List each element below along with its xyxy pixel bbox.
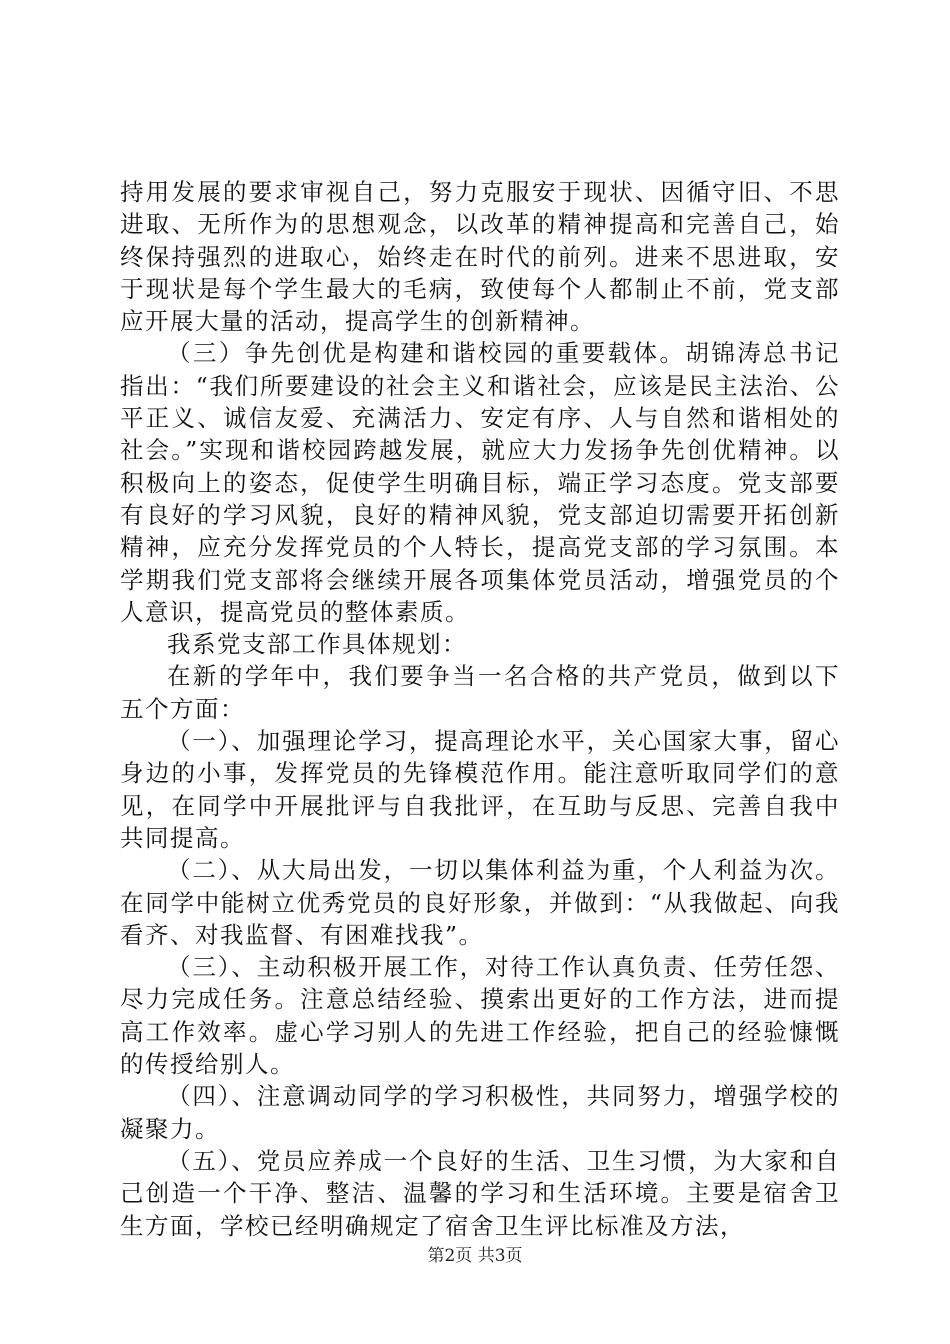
paragraph-item-three: （三）、主动积极开展工作，对待工作认真负责、任劳任怨、尽力完成任务。注意总结经验、摸索出更好的工作方法，进而提高工作效率。虚心学习别人的先进工作经验，把自己的经验慷慨的传授给别人。 xyxy=(120,953,840,1079)
paragraph-plan-heading: 我系党支部工作具体规划： xyxy=(167,630,467,659)
paragraph-section-three: （三）争先创优是构建和谐校园的重要载体。胡锦涛总书记指出：“我们所要建设的社会主义和谐社会，应该是民主法治、公平正义、诚信友爱、充满活力、安定有序、人与自然和谐相处的社会。”实现和谐校园跨越发展，就应大力发扬争先创优精神。以积极向上的姿态，促使学生明确目标，端正学习态度。党支部要有良好的学习风貌，良好的精神风貌，党支部迫切需要开拓创新精神，应充分发挥党员的个人特长，提高党支部的学习氛围。本学期我们党支部将会继续开展各项集体党员活动，增强党员的个人意识，提高党员的整体素质。 xyxy=(120,339,840,626)
paragraph-continuation: 持用发展的要求审视自己，努力克服安于现状、因循守旧、不思进取、无所作为的思想观念，以改革的精神提高和完善自己，始终保持强烈的进取心，始终走在时代的前列。进来不思进取，安于现状是每个学生最大的毛病，致使每个人都制止不前，党支部应开展大量的活动，提高学生的创新精神。 xyxy=(120,178,840,336)
document-body xyxy=(120,176,840,1242)
paragraph-plan-intro: 在新的学年中，我们要争当一名合格的共产党员，做到以下五个方面： xyxy=(120,662,840,723)
paragraph-item-five: （五）、党员应养成一个良好的生活、卫生习惯，为大家和自己创造一个干净、整洁、温馨的学习和生活环境。主要是宿舍卫生方面，学校已经明确规定了宿舍卫生评比标准及方法， xyxy=(120,1146,840,1240)
paragraph-item-one: （一）、加强理论学习，提高理论水平，关心国家大事，留心身边的小事，发挥党员的先锋模范作用。能注意听取同学们的意见，在同学中开展批评与自我批评，在互助与反思、完善自我中共同提高。 xyxy=(120,727,840,852)
paragraph-item-four: （四）、注意调动同学的学习积极性，共同努力，增强学校的凝聚力。 xyxy=(120,1082,840,1143)
page-footer: 第2页 共3页 xyxy=(427,1246,523,1266)
paragraph-item-two: （二）、从大局出发，一切以集体利益为重，个人利益为次。在同学中能树立优秀党员的良好形象，并做到：“从我做起、向我看齐、对我监督、有困难找我”。 xyxy=(120,856,840,949)
